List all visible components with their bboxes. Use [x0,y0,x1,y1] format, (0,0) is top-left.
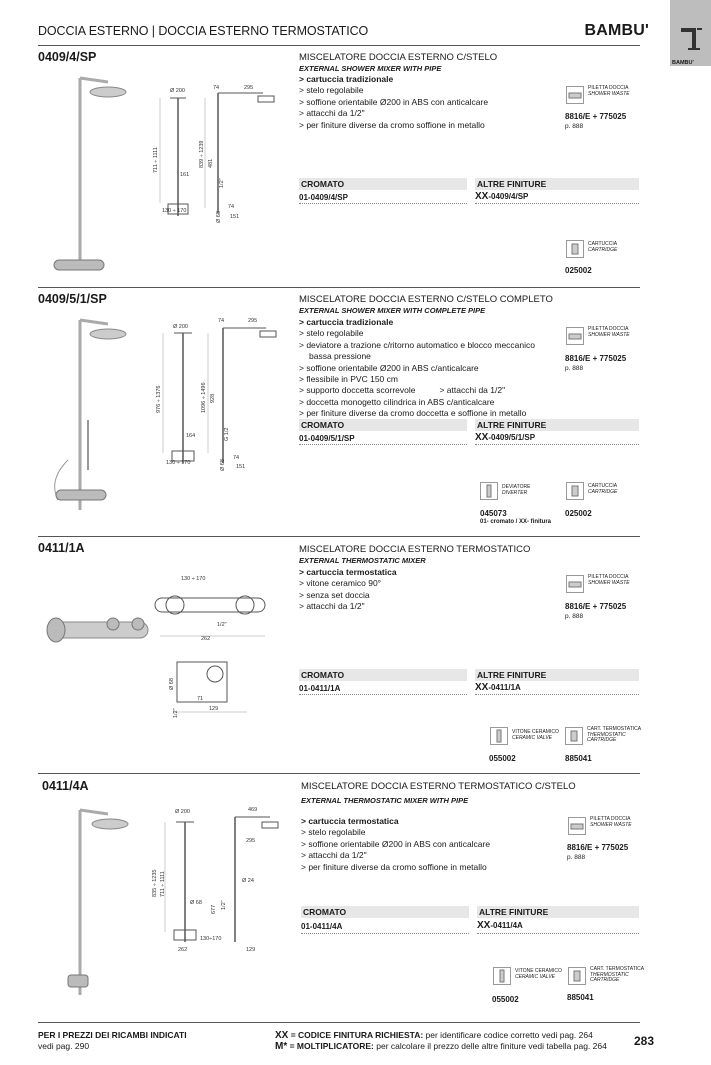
dim-label: 164 [186,433,196,439]
dim-label: 151 [230,214,240,220]
dim-label: 130 ÷ 170 [181,576,206,582]
footer-note-left: PER I PREZZI DEI RICAMBI INDICATI vedi pag. 290 [38,1030,187,1051]
waste-codes: 8816/E + 775025 [565,602,627,611]
product-title: MISCELATORE DOCCIA ESTERNO C/STELO [299,52,498,63]
waste-codes: 8816/E + 775025 [565,112,627,121]
waste-codes: 8816/E + 775025 [567,843,629,852]
feature-list [301,816,490,873]
feature-item: > attacchi da 1/2" [299,108,365,119]
header-divider [38,45,640,46]
valve-code: 055002 [492,995,519,1004]
thermostatic-cartridge-icon [570,969,584,983]
diverter-note: 01- cromato / XX- finitura [480,519,552,525]
dim-label: 262 [178,947,188,953]
product-code: 0409/5/1/SP [38,292,107,306]
feature-item: > attacchi da 1/2" [301,850,367,861]
diverter-label: DEVIATORE DIVERTER [502,484,531,496]
product-photo [38,600,153,660]
technical-drawing [150,802,285,957]
shower-waste-icon [568,577,582,591]
cartridge-code: 025002 [565,509,592,518]
dim-label: 928 [210,393,216,403]
thermostatic-cartridge-icon [567,729,581,743]
dim-label: Ø 200 [175,809,190,815]
waste-page-ref: p. 888 [565,365,584,372]
footer-divider [38,1022,640,1023]
side-tab [670,0,711,66]
dim-label: 835 ÷ 1235 [152,869,158,897]
altre-code: XX-0411/1A [475,682,521,693]
feature-item: > per finiture diverse da cromo doccetta e soffione in metallo [299,408,527,419]
altre-code: XX-0411/4A [477,920,523,931]
feature-list [299,74,488,131]
feature-item: bassa pressione [309,351,371,362]
cromato-code: 01-0411/4A [301,922,343,931]
finish-header-cromato: CROMATO [301,906,469,918]
section-divider [38,536,640,537]
waste-thumbnail [568,817,586,835]
finish-header-altre: ALTRE FINITURE [477,906,639,918]
dim-label: 677 [211,904,217,914]
feature-item: > per finiture diverse da cromo soffione in metallo [301,861,487,872]
dotted-rule [475,694,639,695]
dotted-rule [299,444,467,445]
feature-item: > cartuccia termostatica [299,567,397,577]
feature-item: > attacchi da 1/2" [299,601,365,612]
thermo-cartridge-thumbnail [568,967,586,985]
dim-label: 1096 ÷ 1496 [201,382,207,413]
dim-label: 469 [248,807,258,813]
feature-item: > per finiture diverse da cromo soffione in metallo [299,119,485,130]
cartridge-icon [568,484,582,498]
valve-label: VITONE CERAMICO CERAMIC VALVE [515,968,562,980]
finish-header-cromato: CROMATO [299,669,467,681]
footer-legend: XX = CODICE FINITURA RICHIESTA: per identificare codice corretto vedi pag. 264 M* = MOLTIPLICATORE: per calcolare il prezzo delle altre finiture vedi tabella pag. 264 [275,1030,607,1052]
dim-label: 129 [209,706,219,712]
product-code: 0411/1A [38,541,85,555]
dim-label: 74 [218,318,225,324]
shower-waste-icon [570,819,584,833]
feature-item: > senza set doccia [299,589,370,600]
dim-label: 295 [246,838,256,844]
dim-label: 1/2" [221,900,227,910]
dim-label: 74 [213,85,220,91]
dim-label: Ø 68 [220,459,226,471]
side-tab-label: BAMBU' [672,60,694,66]
diverter-code: 045073 [480,509,507,518]
shower-waste-icon [568,88,582,102]
dim-label: 1/2" [173,708,179,718]
feature-item: > flessibile in PVC 150 cm [299,374,398,385]
feature-item: > stelo regolabile [301,827,366,838]
dotted-rule [299,694,467,695]
finish-header-altre: ALTRE FINITURE [475,669,639,681]
dim-label: 130 ÷ 170 [162,208,187,214]
feature-item: > soffione orientabile Ø200 in ABS c/anticalcare [299,362,479,373]
waste-thumbnail [566,327,584,345]
diverter-icon [482,484,496,498]
dim-label: 74 [233,455,240,461]
product-title: MISCELATORE DOCCIA ESTERNO TERMOSTATICO C/STELO [301,781,576,792]
waste-thumbnail [566,575,584,593]
feature-item: > cartuccia tradizionale [299,74,394,84]
cartridge-label: CARTUCCIA CARTRIDGE [588,241,618,253]
cartridge-icon [568,242,582,256]
feature-item: > deviatore a trazione c/ritorno automatico e blocco meccanico [299,339,535,350]
cartridge-thumbnail [566,482,584,500]
product-photo [48,310,138,525]
dim-label: 976 ÷ 1376 [156,385,162,413]
altre-code: XX-0409/5/1/SP [475,432,536,443]
technical-drawing [145,570,275,720]
dim-label: 71 [197,696,204,702]
dim-label: 295 [248,318,258,324]
diverter-thumbnail [480,482,498,500]
technical-drawing [148,313,283,473]
valve-thumbnail [493,967,511,985]
finish-header-cromato: CROMATO [299,178,467,190]
feature-item: > stelo regolabile [299,85,364,96]
cromato-code: 01-0411/1A [299,684,341,693]
valve-thumbnail [490,727,508,745]
dim-label: Ø 68 [216,211,222,223]
section-divider [38,773,640,774]
cromato-code: 01-0409/5/1/SP [299,434,355,443]
product-photo [48,68,128,278]
dim-label: 295 [244,85,254,91]
feature-item: > stelo regolabile [299,328,364,339]
dim-label: 711 ÷ 1111 [153,147,159,173]
dim-label: 161 [180,172,190,178]
waste-page-ref: p. 888 [565,123,584,130]
feature-item: > soffione orientabile Ø200 in ABS con anticalcare [301,838,491,849]
dim-label: Ø 200 [170,88,185,94]
feature-item: > supporto doccetta scorrevole > attacchi da 1/2" [299,385,506,396]
product-subtitle: EXTERNAL THERMOSTATIC MIXER [299,556,426,565]
feature-item: > cartuccia tradizionale [299,317,394,327]
dim-label: 711 ÷ 1111 [160,871,166,897]
cromato-code: 01-0409/4/SP [299,193,348,202]
dotted-rule [475,444,639,445]
cartridge-label: CARTUCCIA CARTRIDGE [588,483,618,495]
finish-header-cromato: CROMATO [299,419,467,431]
feature-item: > soffione orientabile Ø200 in ABS con anticalcare [299,96,489,107]
feature-item: > doccetta monogetto cilindrica in ABS c/anticalcare [299,396,495,407]
finish-header-altre: ALTRE FINITURE [475,178,639,190]
dim-label: 151 [236,464,246,470]
product-subtitle: EXTERNAL THERMOSTATIC MIXER WITH PIPE [301,796,469,805]
dim-label: Ø 68 [190,900,202,906]
dim-label: G 1/2 [224,427,230,441]
product-subtitle: EXTERNAL SHOWER MIXER WITH PIPE [299,64,442,73]
waste-thumbnail [566,86,584,104]
finish-header-altre: ALTRE FINITURE [475,419,639,431]
product-subtitle: EXTERNAL SHOWER MIXER WITH COMPLETE PIPE [299,306,486,315]
dim-label: Ø 200 [173,324,188,330]
ceramic-valve-icon [492,729,506,743]
waste-label: PILETTA DOCCIA SHOWER WASTE [588,326,630,338]
dim-label: 481 [208,158,214,168]
feature-list [299,317,535,420]
dim-label: 839 ÷ 1239 [199,140,205,168]
product-code: 0411/4A [42,779,89,793]
waste-page-ref: p. 888 [567,854,586,861]
waste-label: PILETTA DOCCIA SHOWER WASTE [588,574,630,586]
technical-drawing [148,78,283,226]
product-code: 0409/4/SP [38,50,97,64]
waste-label: PILETTA DOCCIA SHOWER WASTE [588,85,630,97]
waste-codes: 8816/E + 775025 [565,354,627,363]
page-number: 283 [633,1034,654,1048]
cartridge-code: 025002 [565,266,592,275]
feature-list [299,567,397,613]
dim-label: 262 [201,636,211,642]
thermo-cartridge-code: 885041 [567,993,594,1002]
cartridge-thumbnail [566,240,584,258]
ceramic-valve-icon [495,969,509,983]
altre-code: XX-0409/4/SP [475,191,529,202]
dim-label: Ø 68 [169,678,175,690]
brand-name: BAMBU' [584,22,649,39]
waste-label: PILETTA DOCCIA SHOWER WASTE [590,816,632,828]
valve-code: 055002 [489,754,516,763]
shower-waste-icon [568,329,582,343]
page-title: DOCCIA ESTERNO | DOCCIA ESTERNO TERMOSTATICO [38,24,369,38]
dim-label: 130÷170 [200,936,222,942]
thermo-cartridge-label: CART. TERMOSTATICA THERMOSTATIC CARTRIDGE [590,966,645,984]
thermo-cartridge-label: CART. TERMOSTATICA THERMOSTATIC CARTRIDGE [587,726,642,744]
faucet-icon [678,26,704,50]
waste-page-ref: p. 888 [565,613,584,620]
dotted-rule [301,933,469,934]
product-title: MISCELATORE DOCCIA ESTERNO C/STELO COMPLETO [299,294,553,305]
feature-item: > vitone ceramico 90° [299,578,382,589]
product-title: MISCELATORE DOCCIA ESTERNO TERMOSTATICO [299,544,531,555]
dim-label: Ø 24 [242,878,254,884]
dim-label: 129 [246,947,256,953]
valve-label: VITONE CERAMICO CERAMIC VALVE [512,729,559,741]
dim-label: 130 ÷ 170 [166,460,191,466]
thermo-cartridge-code: 885041 [565,754,592,763]
section-divider [38,287,640,288]
dotted-rule [299,203,467,204]
dim-label: 74 [228,204,235,210]
dim-label: 1/2" [217,622,227,628]
thermo-cartridge-thumbnail [565,727,583,745]
product-photo [48,800,138,1005]
feature-item: > cartuccia termostatica [301,816,399,826]
dotted-rule [475,203,639,204]
dim-label: 1/2" [219,178,225,188]
dotted-rule [477,933,639,934]
